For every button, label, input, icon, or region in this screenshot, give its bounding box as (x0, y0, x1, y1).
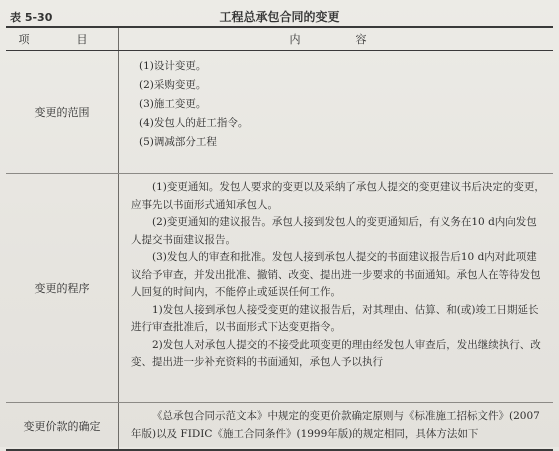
procedure-paragraph: (1)变更通知。发包人要求的变更以及采纳了承包人提交的变更建议书后决定的变更，应事先以书面形式通知承包人。 (131, 181, 545, 211)
row-item-label: 变更的范围 (6, 51, 119, 173)
header-content: 内 容 (289, 32, 389, 46)
scope-line: (3)施工变更。 (139, 98, 207, 110)
row-content (119, 403, 553, 449)
table-row-procedure (6, 174, 553, 403)
row-content (119, 174, 553, 402)
procedure-paragraph: (2)变更通知的建议报告。承包人接到发包人的变更通知后，有义务在10 d内向发包人提交书面建议报告。 (131, 216, 537, 246)
table-number: 表 5-30 (10, 11, 53, 24)
change-table (6, 26, 553, 451)
header-item: 项 目 (6, 28, 119, 50)
scope-line: (4)发包人的赶工指令。 (139, 117, 249, 129)
row-item-label: 变更的程序 (6, 174, 119, 402)
row-content (119, 51, 553, 173)
procedure-paragraph: 1)发包人接到承包人接受变更的建议报告后，对其理由、估算、和(或)竣工日期延长进行审查批准后，以书面形式下达变更指令。 (131, 303, 539, 333)
row-item-label: 变更价款的确定 (6, 403, 119, 449)
scope-line: (5)调减部分工程 (139, 136, 217, 148)
table-title: 工程总承包合同的变更 (219, 10, 340, 24)
price-paragraph: 《总承包合同示范文本》中规定的变更价款确定原则与《标准施工招标文件》(2007年版)以及 FIDIC《施工合同条件》(1999年版)的规定相同，具体方法如下 (131, 410, 540, 440)
table-header-row (6, 28, 553, 51)
procedure-paragraph: (3)发包人的审查和批准。发包人接到承包人提交的书面建议报告后10 d内对此项建议给予审查，并发出批准、撤销、改变、提出进一步要求的书面通知。承包人在等待发包人回复的时间内，不能停止或延误任何工作。 (131, 251, 541, 298)
table-header (6, 4, 553, 26)
procedure-paragraph: 2)发包人对承包人提交的不接受此项变更的理由经发包人审查后，发出继续执行、改变、提出进一步补充资料的书面通知，承包人予以执行 (131, 338, 541, 368)
scope-line: (2)采购变更。 (139, 79, 207, 91)
table-row-scope (6, 51, 553, 174)
table-row-price (6, 403, 553, 449)
scope-line: (1)设计变更。 (139, 60, 207, 72)
